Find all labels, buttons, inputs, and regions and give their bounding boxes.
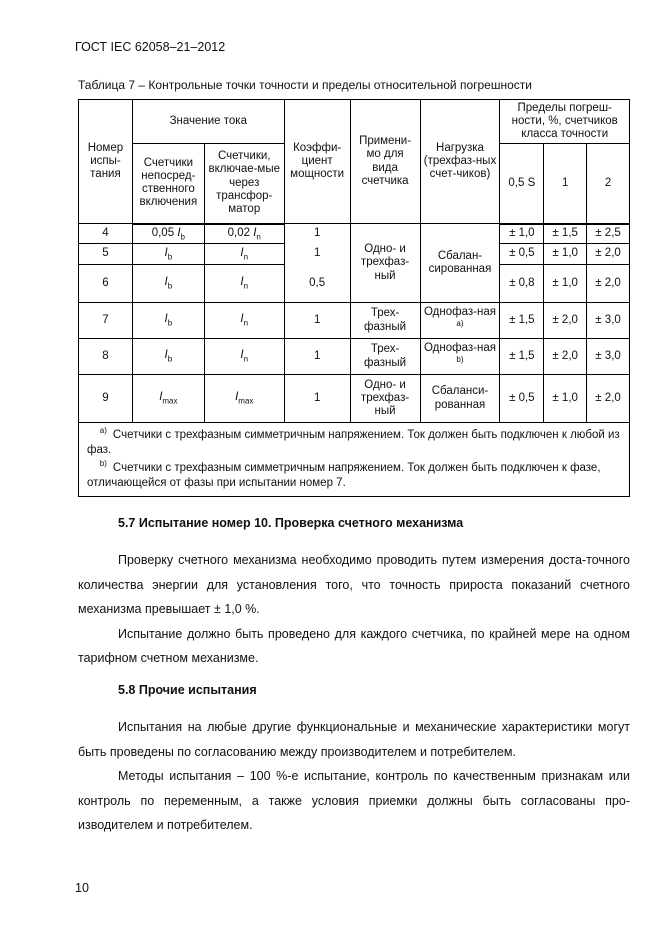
table-caption: Таблица 7 – Контрольные точки точности и пределы относительной погрешности: [78, 78, 532, 92]
document-header: ГОСТ IEC 62058–21–2012: [75, 40, 226, 54]
paragraph: Проверку счетного механизма необходимо проводить путем измерения доста-точного количества энергии для установления того, что точность прироста показаний счетного механизма превышает ± 1,0 %.: [78, 553, 630, 616]
header-transformer-meters: Счетчики, включае-мые через трансфор-матор: [204, 144, 284, 224]
section-5-7-body: [78, 548, 630, 671]
note-b: $^{b)}$ Счетчики с трехфазным симметричным напряжением. Ток должен быть подключен к фазе, отличающейся от фазы при испытании номер 7.: [87, 458, 601, 490]
table-row: 8 $I_b$ $I_n$ 1 Трех-фазный Однофаз-ная $^{b)}$ ± 1,5 ± 2,0 ± 3,0: [79, 339, 630, 375]
paragraph: Испытания на любые другие функциональные и механические характеристики могут быть проведены по согласованию между производителем и потребителем.: [78, 720, 630, 759]
header-limits: Пределы погреш-ности, %, счетчиков класса точности: [500, 100, 630, 144]
paragraph: Методы испытания – 100 %-е испытание, контроль по качественным признакам или контроль по переменным, а также условия приемки должны быть согласованы про-изводителем и потребителем.: [78, 769, 630, 832]
applicable-merged: Одно- и трехфаз-ный: [350, 224, 420, 303]
section-5-7-title: 5.7 Испытание номер 10. Проверка счетного механизма: [118, 516, 464, 530]
header-class-05s: 0,5 S: [500, 144, 544, 224]
section-5-8-body: [78, 715, 630, 838]
table-row: 9 $I_{max}$ $I_{max}$ 1 Одно- и трехфаз-ный Сбаланси-рованная ± 0,5 ± 1,0 ± 2,0: [79, 375, 630, 423]
header-class-2: 2: [587, 144, 630, 224]
load-merged: Сбалан-сированная: [420, 224, 500, 303]
header-class-1: 1: [544, 144, 587, 224]
table-row: 6 $I_b$ $I_n$ 0,5 ± 0,8 ± 1,0 ± 2,0: [79, 265, 630, 303]
table-row: 4 0,05 $I_b$ 0,02 $I_n$ 1 Одно- и трехфаз-ный Сбалан-сированная ± 1,0 ± 1,5 ± 2,5: [79, 224, 630, 244]
table-row: 7 $I_b$ $I_n$ 1 Трех-фазный Однофаз-ная $^{a)}$ ± 1,5 ± 2,0 ± 3,0: [79, 303, 630, 339]
table-7: [78, 99, 630, 497]
note-a: $^{a)}$ Счетчики с трехфазным симметричным напряжением. Ток должен быть подключен к любой из фаз.: [87, 426, 620, 457]
table-notes: [79, 423, 630, 497]
header-applicable: Примени-мо для вида счетчика: [350, 100, 420, 224]
header-load: Нагрузка (трехфаз-ных счет-чиков): [420, 100, 500, 224]
header-current-value: Значение тока: [132, 100, 284, 144]
header-power-factor: Коэффи-циент мощности: [284, 100, 350, 224]
page-number: 10: [75, 881, 89, 895]
header-direct-meters: Счетчики непосред-ственного включения: [132, 144, 204, 224]
paragraph: Испытание должно быть проведено для каждого счетчика, по крайней мере на одном тарифном счетном механизме.: [78, 626, 630, 665]
section-5-8-title: 5.8 Прочие испытания: [118, 683, 257, 697]
header-test-no: Номер испы-тания: [79, 100, 133, 224]
table-row: 5 $I_b$ $I_n$ 1 ± 0,5 ± 1,0 ± 2,0: [79, 244, 630, 265]
